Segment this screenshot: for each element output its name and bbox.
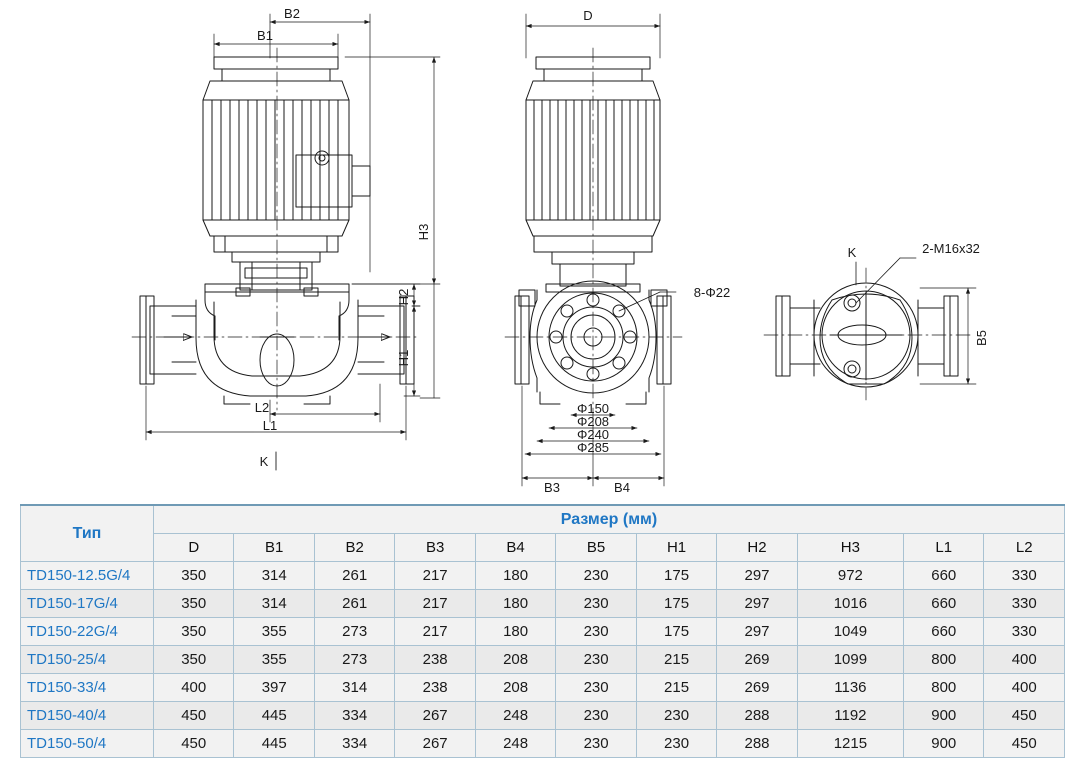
label-phi285: Φ285	[576, 440, 610, 455]
label-k-front: K	[259, 454, 269, 469]
label-holes: 8-Φ22	[693, 285, 731, 300]
cell-model: TD150-40/4	[21, 702, 154, 730]
label-phi208: Φ208	[576, 414, 610, 429]
cell-b3: 217	[395, 590, 475, 618]
cell-l1: 900	[904, 702, 984, 730]
label-k-top: K	[847, 245, 857, 260]
top-view	[764, 258, 976, 400]
label-h2: H2	[396, 288, 411, 306]
table-row	[21, 702, 1065, 730]
label-l1: L1	[262, 418, 278, 433]
cell-l2: 450	[984, 730, 1065, 758]
label-phi150: Φ150	[576, 401, 610, 416]
label-bolts: 2-M16x32	[922, 241, 980, 256]
cell-l2: 400	[984, 674, 1065, 702]
col-header-h3: H3	[797, 534, 903, 562]
cell-b1: 445	[234, 702, 314, 730]
cell-l2: 330	[984, 562, 1065, 590]
cell-d: 450	[154, 702, 234, 730]
cell-b4: 208	[475, 674, 555, 702]
col-header-b3: B3	[395, 534, 475, 562]
cell-model: TD150-12.5G/4	[21, 562, 154, 590]
label-b3: B3	[544, 480, 560, 495]
cell-b2: 261	[314, 562, 394, 590]
cell-h1: 175	[636, 590, 716, 618]
cell-model: TD150-25/4	[21, 646, 154, 674]
label-phi240: Φ240	[576, 427, 610, 442]
col-header-d: D	[154, 534, 234, 562]
cell-b1: 445	[234, 730, 314, 758]
dimension-table	[20, 504, 1065, 758]
cell-b5: 230	[556, 674, 636, 702]
col-header-b1: B1	[234, 534, 314, 562]
label-h3: H3	[416, 223, 431, 241]
cell-b4: 248	[475, 702, 555, 730]
cell-model: TD150-33/4	[21, 674, 154, 702]
cell-h3: 1215	[797, 730, 903, 758]
cell-b1: 355	[234, 618, 314, 646]
cell-b4: 180	[475, 618, 555, 646]
cell-l2: 330	[984, 590, 1065, 618]
cell-b2: 314	[314, 674, 394, 702]
cell-h1: 175	[636, 562, 716, 590]
cell-b4: 208	[475, 646, 555, 674]
cell-b2: 273	[314, 618, 394, 646]
col-header-b5: B5	[556, 534, 636, 562]
cell-b4: 180	[475, 562, 555, 590]
col-header-b2: B2	[314, 534, 394, 562]
cell-h2: 288	[717, 730, 797, 758]
cell-h1: 175	[636, 618, 716, 646]
table-row	[21, 730, 1065, 758]
cell-b4: 248	[475, 730, 555, 758]
cell-b3: 217	[395, 618, 475, 646]
dimension-table-wrap	[20, 504, 1065, 758]
cell-h1: 230	[636, 702, 716, 730]
cell-h3: 1192	[797, 702, 903, 730]
cell-d: 350	[154, 646, 234, 674]
cell-b5: 230	[556, 590, 636, 618]
cell-l1: 660	[904, 562, 984, 590]
col-header-type: Тип	[21, 505, 154, 562]
table-row	[21, 618, 1065, 646]
cell-h3: 1016	[797, 590, 903, 618]
cell-h1: 215	[636, 674, 716, 702]
col-header-h1: H1	[636, 534, 716, 562]
cell-b1: 397	[234, 674, 314, 702]
cell-h2: 297	[717, 562, 797, 590]
cell-b2: 261	[314, 590, 394, 618]
table-row	[21, 590, 1065, 618]
col-header-b4: B4	[475, 534, 555, 562]
cell-h2: 297	[717, 590, 797, 618]
cell-l1: 900	[904, 730, 984, 758]
label-l2: L2	[254, 400, 270, 415]
cell-l2: 330	[984, 618, 1065, 646]
cell-h1: 215	[636, 646, 716, 674]
cell-b1: 355	[234, 646, 314, 674]
cell-h3: 1049	[797, 618, 903, 646]
label-b4: B4	[614, 480, 630, 495]
cell-b3: 238	[395, 646, 475, 674]
cell-b3: 267	[395, 730, 475, 758]
cell-l2: 400	[984, 646, 1065, 674]
label-h1: H1	[396, 349, 411, 367]
cell-d: 350	[154, 618, 234, 646]
cell-h2: 269	[717, 646, 797, 674]
cell-l2: 450	[984, 702, 1065, 730]
cell-d: 350	[154, 562, 234, 590]
cell-l1: 800	[904, 646, 984, 674]
label-b1: B1	[257, 28, 273, 43]
cell-b5: 230	[556, 702, 636, 730]
cell-d: 450	[154, 730, 234, 758]
label-b2: B2	[284, 6, 300, 21]
col-header-l2: L2	[984, 534, 1065, 562]
cell-h3: 1136	[797, 674, 903, 702]
cell-b5: 230	[556, 618, 636, 646]
cell-b3: 238	[395, 674, 475, 702]
cell-b1: 314	[234, 590, 314, 618]
table-row	[21, 646, 1065, 674]
cell-b5: 230	[556, 562, 636, 590]
front-view	[132, 14, 440, 470]
cell-b2: 273	[314, 646, 394, 674]
cell-h3: 972	[797, 562, 903, 590]
table-row	[21, 562, 1065, 590]
cell-l1: 660	[904, 590, 984, 618]
cell-h2: 288	[717, 702, 797, 730]
cell-model: TD150-17G/4	[21, 590, 154, 618]
cell-h2: 269	[717, 674, 797, 702]
label-b5: B5	[974, 330, 989, 346]
cell-l1: 660	[904, 618, 984, 646]
cell-b4: 180	[475, 590, 555, 618]
cell-d: 400	[154, 674, 234, 702]
cell-l1: 800	[904, 674, 984, 702]
cell-d: 350	[154, 590, 234, 618]
cell-b2: 334	[314, 730, 394, 758]
col-header-size-group: Размер (мм)	[154, 505, 1065, 534]
col-header-l1: L1	[904, 534, 984, 562]
cell-b1: 314	[234, 562, 314, 590]
cell-model: TD150-22G/4	[21, 618, 154, 646]
cell-b3: 267	[395, 702, 475, 730]
cell-model: TD150-50/4	[21, 730, 154, 758]
col-header-h2: H2	[717, 534, 797, 562]
cell-b5: 230	[556, 730, 636, 758]
table-row	[21, 674, 1065, 702]
cell-b5: 230	[556, 646, 636, 674]
label-d: D	[583, 8, 593, 23]
cell-b2: 334	[314, 702, 394, 730]
cell-h3: 1099	[797, 646, 903, 674]
cell-h2: 297	[717, 618, 797, 646]
cell-h1: 230	[636, 730, 716, 758]
cell-b3: 217	[395, 562, 475, 590]
